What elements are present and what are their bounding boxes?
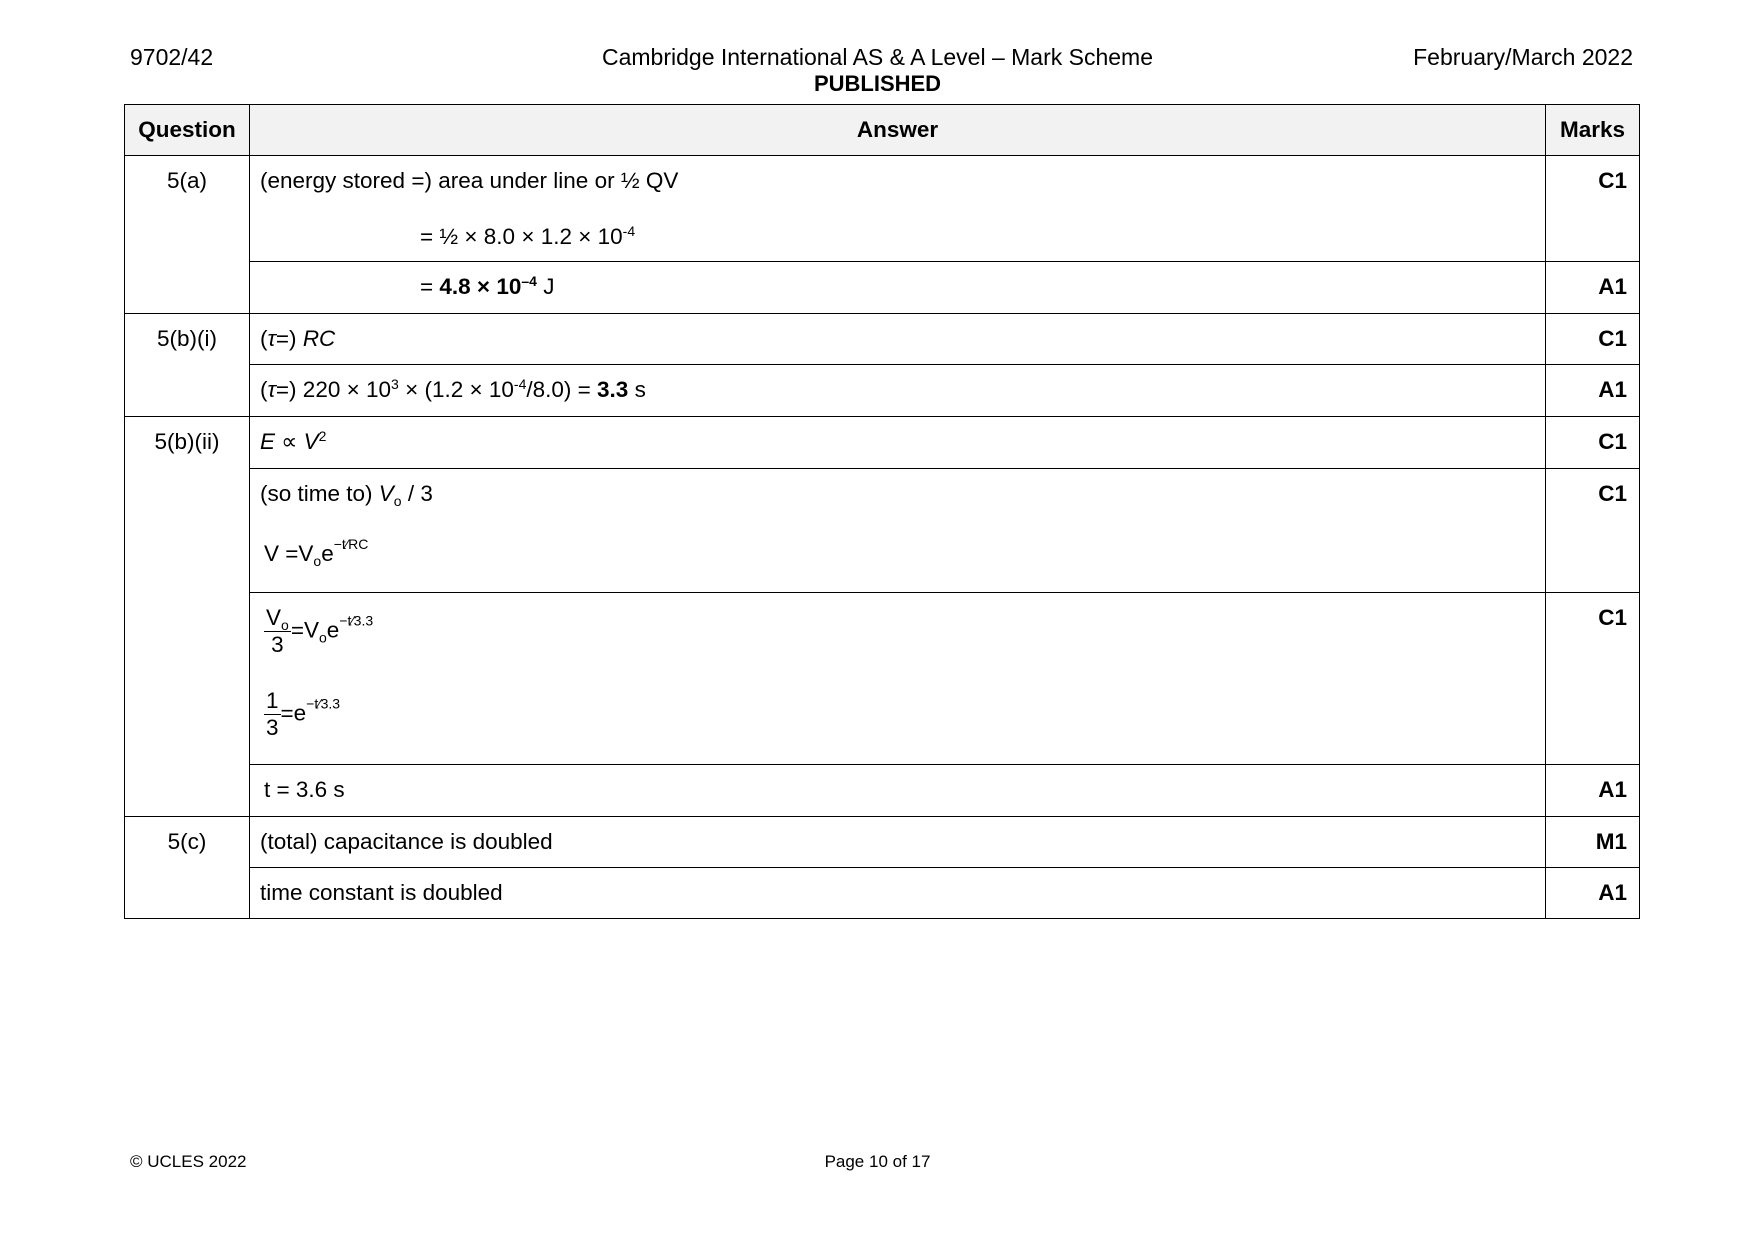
equation: [260, 536, 1535, 569]
tau-symbol: τ: [267, 377, 276, 402]
subscript: o: [313, 553, 322, 569]
answer-text: (so time to): [260, 481, 379, 506]
document-title: Cambridge International AS & A Level – Mark Scheme: [601, 44, 1154, 70]
fraction-denominator: 3: [266, 714, 279, 740]
mark-cell: C1: [1546, 593, 1640, 765]
answer-cell: [250, 262, 1546, 314]
fraction-numerator: [264, 605, 291, 632]
numerator-text: V: [266, 605, 282, 630]
exponent: -4: [622, 223, 636, 239]
answer-text: =): [275, 326, 303, 351]
answer-text: / 3: [401, 481, 433, 506]
exponent: −t⁄RC: [333, 536, 369, 552]
answer-cell: [250, 314, 1546, 365]
fraction-numerator: 1: [266, 687, 279, 713]
answer-text: = ½ × 8.0 × 1.2 × 10: [420, 224, 623, 249]
equation-text: e: [321, 541, 334, 566]
published-label: PUBLISHED: [813, 71, 942, 96]
copyright: © UCLES 2022: [130, 1152, 247, 1171]
answer-cell: [250, 156, 1546, 262]
exponent: 3: [391, 376, 399, 392]
table-row: [125, 262, 1640, 314]
mark-cell: A1: [1546, 765, 1640, 817]
question-number: 5(c): [125, 817, 250, 919]
answer-line: [260, 224, 1535, 250]
column-header-answer: Answer: [250, 105, 1546, 156]
answer-unit: s: [628, 377, 646, 402]
table-row: [125, 365, 1640, 417]
table-header-row: [125, 105, 1640, 156]
table-row: [125, 765, 1640, 817]
fraction: [264, 605, 291, 658]
subscript: o: [393, 493, 402, 509]
answer-formula: RC: [302, 326, 336, 351]
answer-cell: time constant is doubled: [250, 868, 1546, 919]
proportional-symbol: ∝: [275, 429, 304, 454]
table-row: [125, 469, 1640, 593]
page-number: Page 10 of 17: [824, 1152, 931, 1171]
mark-cell: A1: [1546, 868, 1640, 919]
table-row: [125, 593, 1640, 765]
column-header-marks: Marks: [1546, 105, 1640, 156]
subscript: o: [281, 617, 289, 633]
answer-line: [260, 481, 1535, 507]
mark-cell: A1: [1546, 365, 1640, 417]
answer-cell: [250, 365, 1546, 417]
voltage-symbol: V: [378, 481, 394, 506]
table-row: [125, 156, 1640, 262]
exponent: –4: [521, 273, 537, 289]
question-number: 5(b)(i): [125, 314, 250, 417]
column-header-question: Question: [125, 105, 250, 156]
answer-text: (: [260, 326, 268, 351]
mark-cell: A1: [1546, 262, 1640, 314]
answer-text: /8.0) =: [526, 377, 598, 402]
answer-cell: [250, 469, 1546, 593]
exponent: −t⁄3.3: [306, 695, 341, 712]
question-number: 5(a): [125, 156, 250, 314]
exponent: −t⁄3.3: [339, 612, 374, 629]
table-row: [125, 417, 1640, 469]
answer-unit: J: [536, 274, 555, 299]
mark-cell: M1: [1546, 817, 1640, 868]
equation: [260, 688, 1535, 741]
answer-text: × (1.2 × 10: [398, 377, 514, 402]
fraction-denominator: 3: [271, 631, 284, 657]
fraction: [264, 688, 281, 741]
equation-text: =e: [280, 700, 307, 726]
answer-cell: t = 3.6 s: [250, 765, 1546, 817]
answer-line: (energy stored =) area under line or ½ QV: [260, 168, 679, 193]
exam-session: February/March 2022: [1413, 44, 1633, 70]
equation-text: V =V: [264, 541, 314, 566]
table-row: [125, 868, 1640, 919]
mark-cell: C1: [1546, 469, 1640, 593]
answer-cell: [250, 417, 1546, 469]
answer-cell: [250, 593, 1546, 765]
mark-cell: C1: [1546, 156, 1640, 262]
answer-text: =: [420, 274, 440, 299]
tau-symbol: τ: [267, 326, 276, 351]
answer-text: (: [260, 377, 268, 402]
answer-value: 4.8 × 10: [439, 274, 522, 299]
exponent: -4: [513, 376, 527, 392]
mark-cell: C1: [1546, 314, 1640, 365]
table-row: [125, 817, 1640, 868]
voltage-symbol: V: [303, 429, 319, 454]
answer-cell: (total) capacitance is doubled: [250, 817, 1546, 868]
question-number: 5(b)(ii): [125, 417, 250, 817]
subscript: o: [318, 629, 327, 646]
paper-code: 9702/42: [130, 44, 214, 70]
mark-scheme-table: [124, 104, 1640, 919]
equation-text: =V: [290, 617, 319, 643]
energy-symbol: E: [260, 429, 276, 454]
exponent: 2: [318, 428, 327, 444]
equation: [260, 605, 1535, 658]
answer-text: =) 220 × 10: [275, 377, 392, 402]
table-row: [125, 314, 1640, 365]
answer-value: 3.3: [597, 377, 629, 402]
equation-text: e: [326, 617, 340, 643]
mark-cell: C1: [1546, 417, 1640, 469]
